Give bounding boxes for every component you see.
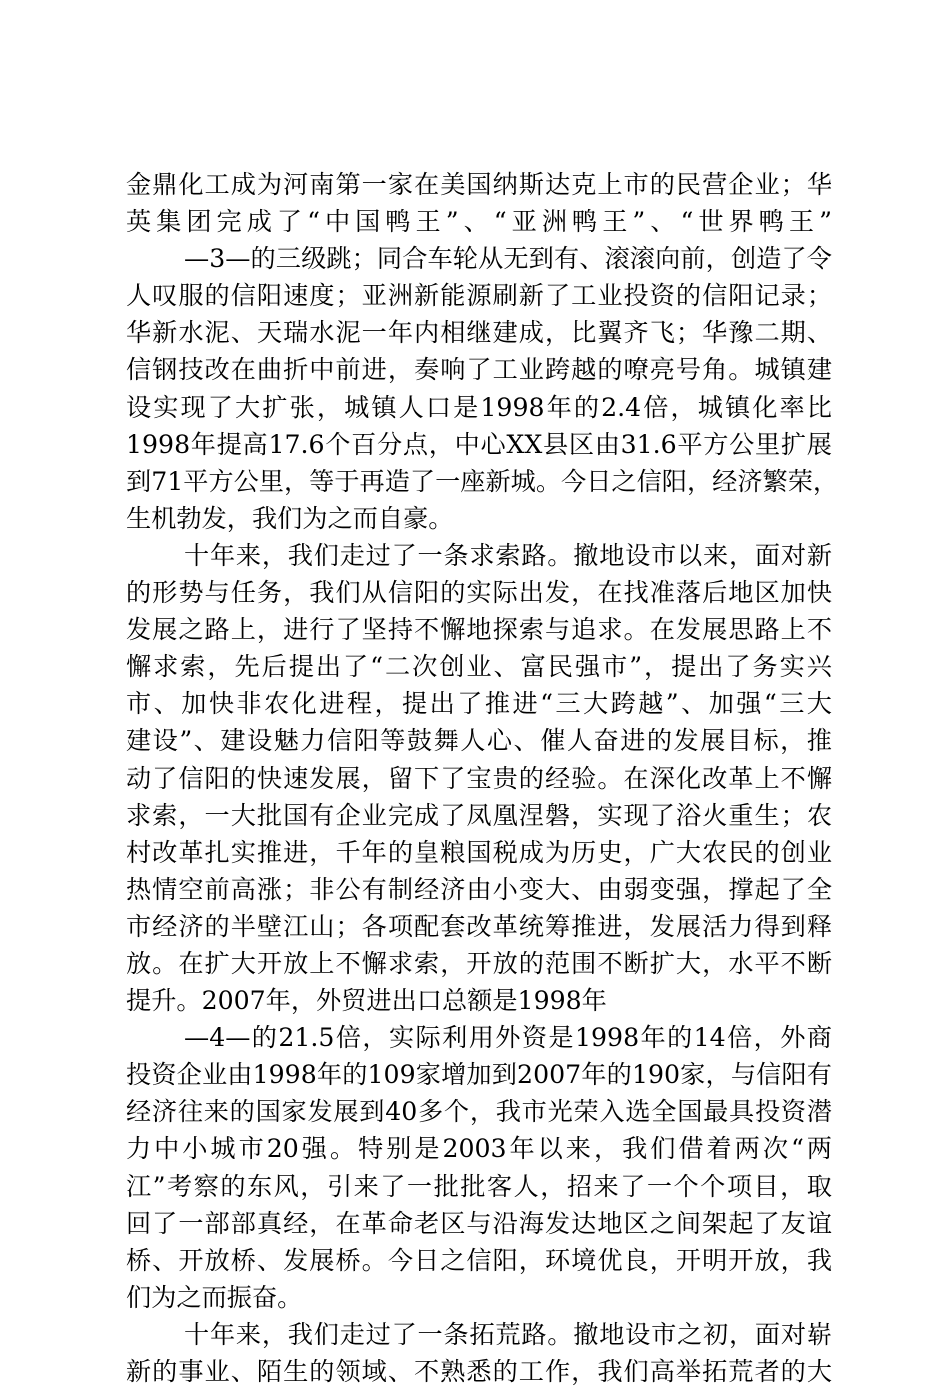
text-line: 热情空前高涨；非公有制经济由小变大、由弱变强，撑起了全 bbox=[126, 874, 832, 904]
text-line: 生机勃发，我们为之而自豪。 bbox=[126, 503, 454, 533]
text-line: 1998年提高17.6个百分点，中心XX县区由31.6平方公里扩展 bbox=[126, 429, 832, 459]
text-line: 市、加快非农化进程，提出了推进“三大跨越”、加强“三大 bbox=[126, 689, 832, 719]
text-line: 十年来，我们走过了一条拓荒路。撤地设市之初，面对崭 bbox=[184, 1319, 832, 1349]
text-line: 懈求索，先后提出了“二次创业、富民强市”，提出了务实兴 bbox=[126, 652, 832, 682]
text-line: 们为之而振奋。 bbox=[126, 1282, 303, 1312]
text-line: 到71平方公里，等于再造了一座新城。今日之信阳，经济繁荣， bbox=[126, 466, 839, 496]
text-line: 设实现了大扩张，城镇人口是1998年的2.4倍，城镇化率比 bbox=[126, 392, 832, 422]
text-line: 提升。2007年，外贸进出口总额是1998年 bbox=[126, 986, 607, 1016]
text-line: 英集团完成了“中国鸭王”、“亚洲鸭王”、“世界鸭王” bbox=[126, 207, 832, 237]
text-line: 发展之路上，进行了坚持不懈地探索与追求。在发展思路上不 bbox=[126, 615, 832, 645]
text-line: 十年来，我们走过了一条求索路。撤地设市以来，面对新 bbox=[184, 540, 832, 570]
text-line: 力中小城市20强。特别是2003年以来，我们借着两次“两 bbox=[126, 1134, 832, 1164]
text-line: 信钢技改在曲折中前进，奏响了工业跨越的嘹亮号角。城镇建 bbox=[126, 355, 832, 385]
text-line: 人叹服的信阳速度；亚洲新能源刷新了工业投资的信阳记录； bbox=[126, 281, 832, 311]
text-line: 金鼎化工成为河南第一家在美国纳斯达克上市的民营企业；华 bbox=[126, 170, 832, 199]
text-line: 江”考察的东风，引来了一批批客人，招来了一个个项目，取 bbox=[126, 1171, 832, 1201]
text-line: 桥、开放桥、发展桥。今日之信阳，环境优良，开明开放，我 bbox=[126, 1245, 832, 1275]
text-line: 投资企业由1998年的109家增加到2007年的190家，与信阳有 bbox=[126, 1060, 832, 1090]
text-line: 回了一部部真经，在革命老区与沿海发达地区之间架起了友谊 bbox=[126, 1208, 832, 1238]
text-line: —4—的21.5倍，实际利用外资是1998年的14倍，外商 bbox=[184, 1023, 832, 1053]
text-line: —3—的三级跳；同合车轮从无到有、滚滚向前，创造了令 bbox=[184, 244, 832, 274]
text-line: 建设”、建设魅力信阳等鼓舞人心、催人奋进的发展目标，推 bbox=[126, 726, 832, 756]
text-line: 新的事业、陌生的领域、不熟悉的工作，我们高举拓荒者的大 bbox=[126, 1357, 832, 1386]
text-line: 动了信阳的快速发展，留下了宝贵的经验。在深化改革上不懈 bbox=[126, 763, 832, 793]
body-text bbox=[126, 166, 839, 1390]
text-line: 华新水泥、天瑞水泥一年内相继建成，比翼齐飞；华豫二期、 bbox=[126, 318, 832, 348]
text-line: 经济往来的国家发展到40多个，我市光荣入选全国最具投资潜 bbox=[126, 1097, 832, 1127]
text-line: 放。在扩大开放上不懈求索，开放的范围不断扩大，水平不断 bbox=[126, 948, 832, 978]
text-line: 的形势与任务，我们从信阳的实际出发，在找准落后地区加快 bbox=[126, 578, 832, 608]
text-line: 市经济的半壁江山；各项配套改革统筹推进，发展活力得到释 bbox=[126, 911, 832, 941]
text-line: 求索，一大批国有企业完成了凤凰涅磐，实现了浴火重生；农 bbox=[126, 800, 832, 830]
text-line: 村改革扎实推进，千年的皇粮国税成为历史，广大农民的创业 bbox=[126, 837, 832, 867]
